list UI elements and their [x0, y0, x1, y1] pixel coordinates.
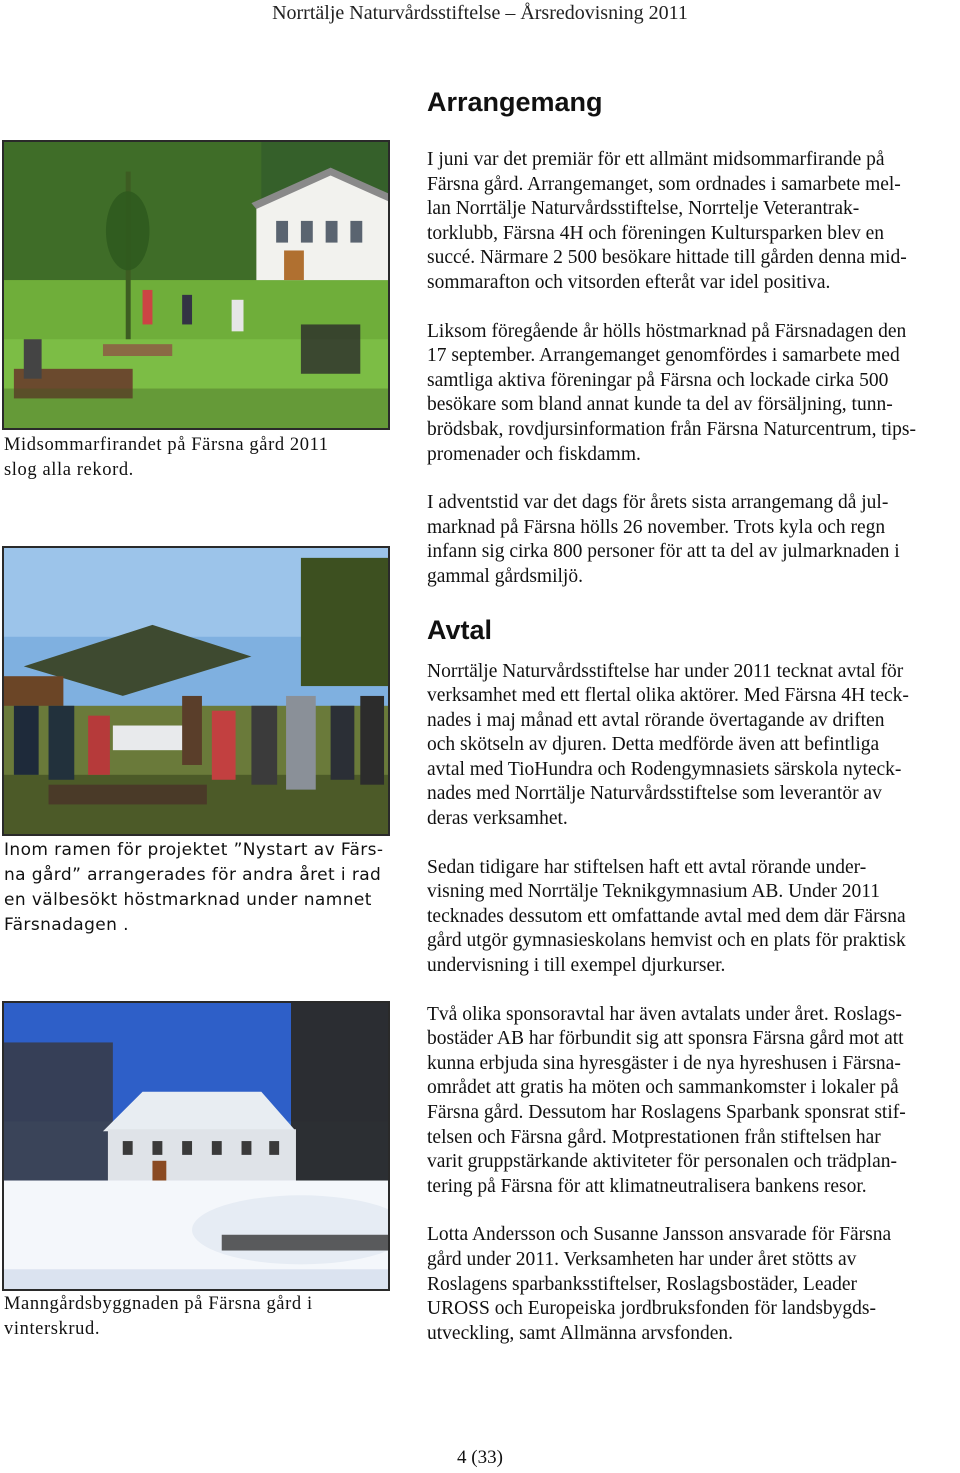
text-line: promenader och fiskdamm.	[427, 443, 641, 465]
text-line: verksamhet med ett flertal olika aktörer. Med Färsna 4H teck-	[427, 685, 909, 707]
text-line: Färsna gård. Dessutom har Roslagens Sparbank sponsrat stif-	[427, 1102, 906, 1123]
text-line: infann sig cirka 800 personer för att ta del av julmarknaden i	[427, 541, 900, 563]
text-line: Roslagens sparbanksstiftelser, Roslagsbostäder, Leader	[427, 1273, 858, 1295]
caption-line: Inom ramen för projektet ”Nystart av Färs-	[4, 840, 384, 860]
text-line: utveckling, samt Allmänna arvsfonden.	[427, 1322, 733, 1344]
text-line: Norrtälje Naturvårdsstiftelse har under 2011 tecknat avtal för	[427, 660, 904, 682]
figure-caption	[4, 433, 384, 483]
text-line: Lotta Andersson och Susanne Jansson ansvarade för Färsna	[427, 1224, 892, 1246]
text-line: Färsna gård. Arrangemanget, som ordnades i samarbete mel-	[427, 173, 901, 195]
text-line: tecknades dessutom ett omfattande avtal med dem där Färsna	[427, 905, 906, 927]
winter-manor-photo	[2, 1001, 390, 1291]
text-line: brödsbak, rovdjursinformation från Färsna Naturcentrum, tips-	[427, 418, 917, 440]
text-line: kunna erbjuda sina hyresgäster i de nya hyreshusen i Färsna-	[427, 1052, 901, 1074]
running-header: Norrtälje Naturvårdsstiftelse – Årsredovisning 2011	[272, 2, 688, 24]
paragraph	[427, 1003, 957, 1200]
midsummer-photo	[2, 140, 390, 430]
caption-line: slog alla rekord.	[4, 460, 134, 480]
section-heading-arrangemang: Arrangemang	[427, 87, 603, 117]
text-line: Liksom föregående år hölls höstmarknad på Färsnadagen den	[427, 320, 907, 342]
text-line: området att gratis ha möten och sammankomster i lokaler på	[427, 1077, 899, 1099]
paragraph	[427, 856, 957, 979]
text-line: undervisning i till exempel djurkurser.	[427, 955, 726, 977]
text-line: nades i maj månad ett avtal rörande övertagande av driften	[427, 709, 885, 731]
paragraph	[427, 1223, 957, 1346]
text-line: gård utgör gymnasieskolans hemvist och en plats för praktisk	[427, 930, 906, 952]
caption-line: vinterskrud.	[4, 1319, 101, 1339]
caption-line: na gård” arrangerades för andra året i rad	[4, 865, 382, 885]
text-line: deras verksamhet.	[427, 808, 568, 830]
caption-line: Färsnadagen .	[4, 915, 129, 935]
text-line: succé. Närmare 2 500 besökare hittade till gården denna mid-	[427, 247, 907, 269]
text-line: och skötseln av djuren. Detta medförde även att befintliga	[427, 734, 880, 756]
main-text-column	[427, 84, 957, 1346]
caption-line: en välbesökt höstmarknad under namnet	[4, 890, 372, 910]
text-line: sommarafton och vitsorden efteråt var idel positiva.	[427, 271, 831, 293]
text-line: Två olika sponsoravtal har även avtalats under året. Roslags-	[427, 1003, 902, 1025]
caption-line: Midsommarfirandet på Färsna gård 2011	[4, 435, 329, 455]
figure-caption	[4, 838, 384, 938]
text-line: lan Norrtälje Naturvårdsstiftelse, Norrtelje Veterantrak-	[427, 198, 860, 220]
paragraph	[427, 491, 957, 589]
text-line: Sedan tidigare har stiftelsen haft ett avtal rörande under-	[427, 856, 867, 878]
text-line: samtliga aktiva föreningar på Färsna och lockade cirka 500	[427, 369, 889, 391]
text-line: gammal gårdsmiljö.	[427, 565, 583, 587]
text-line: 17 september. Arrangemanget genomfördes i samarbete med	[427, 345, 900, 367]
text-line: UROSS och Europeiska jordbruksfonden för landsbygds-	[427, 1298, 876, 1320]
caption-line: Manngårdsbyggnaden på Färsna gård i	[4, 1294, 313, 1314]
autumn-market-photo	[2, 546, 390, 836]
paragraph	[427, 320, 957, 468]
text-line: tering på Färsna för att klimatneutralisera bankens resor.	[427, 1175, 867, 1197]
section-heading-avtal: Avtal	[427, 614, 493, 645]
paragraph	[427, 148, 957, 296]
text-line: I adventstid var det dags för årets sista arrangemang då jul-	[427, 492, 889, 514]
text-line: torklubb, Färsna 4H och föreningen Kultursparken blev en	[427, 222, 885, 244]
text-line: nades med Norrtälje Naturvårdsstiftelse som leverantör av	[427, 783, 882, 805]
text-line: gård under 2011. Verksamheten har under året stötts av	[427, 1248, 857, 1270]
page-number: 4 (33)	[457, 1447, 503, 1468]
text-line: visning med Norrtälje Teknikgymnasium AB. Under 2011	[427, 881, 881, 903]
text-line: bostäder AB har förbundit sig att sponsra Färsna gård mot att	[427, 1028, 904, 1050]
text-line: avtal med TioHundra och Rodengymnasiets särskola nyteck-	[427, 758, 902, 780]
paragraph	[427, 660, 957, 832]
text-line: marknad på Färsna hölls 26 november. Trots kyla och regn	[427, 516, 886, 538]
text-line: varit gruppstärkande aktiviteter för personalen och trädplan-	[427, 1151, 897, 1173]
text-line: telsen och Färsna gård. Motprestationen från stiftelsen har	[427, 1126, 881, 1148]
figure-caption	[4, 1292, 384, 1342]
text-line: I juni var det premiär för ett allmänt midsommarfirande på	[427, 149, 885, 170]
text-line: besökare som bland annat kunde ta del av försäljning, tunn-	[427, 394, 893, 416]
